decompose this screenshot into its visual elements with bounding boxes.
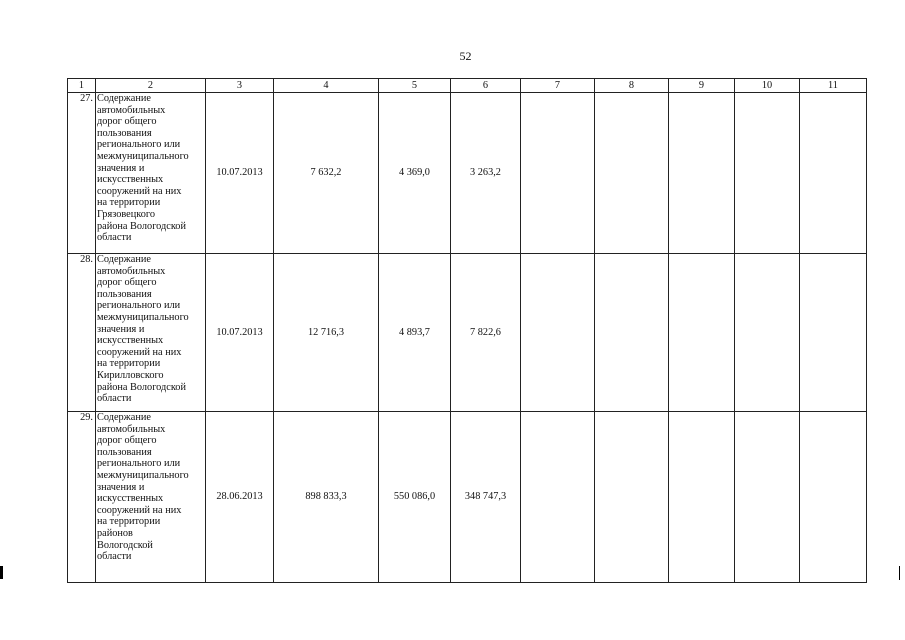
item-name-line: искусственных (97, 335, 164, 347)
column-header: 11 (800, 79, 867, 93)
item-name-line: Содержание (97, 412, 151, 423)
scan-edge-mark (0, 566, 3, 579)
item-name-line: дорог общего (97, 435, 157, 447)
item-name-line: Вологодской (97, 539, 153, 551)
amount-cell: 348 747,3 (451, 412, 521, 583)
date-cell: 10.07.2013 (206, 254, 274, 412)
item-name-line: автомобильных (97, 265, 166, 277)
item-name-line: регионального или (97, 458, 181, 470)
item-name-line: автомобильных (97, 104, 166, 116)
empty-cell (800, 93, 867, 254)
amount-cell: 550 086,0 (379, 412, 451, 583)
item-name-line: регионального или (97, 300, 181, 312)
item-name-line: значения и (97, 323, 145, 335)
amount-cell: 12 716,3 (274, 254, 379, 412)
item-name-line: автомобильных (97, 423, 166, 435)
column-header: 7 (521, 79, 595, 93)
empty-cell (735, 412, 800, 583)
amount-cell: 7 822,6 (451, 254, 521, 412)
item-name-line: области (97, 232, 132, 244)
column-header: 5 (379, 79, 451, 93)
column-header: 3 (206, 79, 274, 93)
table-row (68, 412, 867, 583)
item-name (96, 412, 206, 583)
column-header: 6 (451, 79, 521, 93)
item-name-line: значения и (97, 162, 145, 174)
amount-cell: 3 263,2 (451, 93, 521, 254)
empty-cell (521, 412, 595, 583)
amount-cell: 898 833,3 (274, 412, 379, 583)
table-row (68, 93, 867, 254)
item-name-line: межмуниципального (97, 150, 189, 162)
item-name-line: на территории (97, 197, 161, 209)
item-name-line: Содержание (97, 93, 151, 104)
amount-cell: 7 632,2 (274, 93, 379, 254)
row-number: 29. (68, 412, 96, 583)
item-name-line: межмуниципального (97, 469, 189, 481)
data-table (67, 78, 867, 583)
item-name-line: искусственных (97, 493, 164, 505)
item-name-line: сооружений на них (97, 346, 182, 358)
item-name-line: Грязовецкого (97, 208, 155, 220)
column-header: 10 (735, 79, 800, 93)
empty-cell (669, 254, 735, 412)
empty-cell (595, 412, 669, 583)
empty-cell (735, 93, 800, 254)
item-name-line: на территории (97, 516, 161, 528)
item-name-line: области (97, 393, 132, 405)
column-header: 9 (669, 79, 735, 93)
item-name (96, 254, 206, 412)
empty-cell (595, 93, 669, 254)
item-name-line: Кирилловского (97, 369, 164, 381)
amount-cell: 4 369,0 (379, 93, 451, 254)
item-name-line: сооружений на них (97, 504, 182, 516)
column-header: 1 (68, 79, 96, 93)
empty-cell (800, 254, 867, 412)
column-header: 4 (274, 79, 379, 93)
item-name-line: Содержание (97, 254, 151, 265)
item-name-line: района Вологодской (97, 220, 186, 232)
item-name (96, 93, 206, 254)
item-name-line: района Вологодской (97, 381, 186, 393)
empty-cell (521, 254, 595, 412)
date-cell: 28.06.2013 (206, 412, 274, 583)
item-name-line: области (97, 551, 132, 563)
empty-cell (800, 412, 867, 583)
empty-cell (669, 93, 735, 254)
empty-cell (735, 254, 800, 412)
item-name-line: регионального или (97, 139, 181, 151)
empty-cell (669, 412, 735, 583)
item-name-line: на территории (97, 358, 161, 370)
amount-cell: 4 893,7 (379, 254, 451, 412)
item-name-line: районов (97, 527, 133, 539)
page-number: 52 (459, 49, 472, 63)
item-name-line: искусственных (97, 174, 164, 186)
column-header: 2 (96, 79, 206, 93)
date-cell: 10.07.2013 (206, 93, 274, 254)
item-name-line: межмуниципального (97, 311, 189, 323)
row-number: 28. (68, 254, 96, 412)
item-name-line: пользования (97, 446, 152, 458)
item-name-line: дорог общего (97, 116, 157, 128)
item-name-line: дорог общего (97, 277, 157, 289)
item-name-line: сооружений на них (97, 185, 182, 197)
column-header-row (68, 79, 867, 93)
row-number: 27. (68, 93, 96, 254)
table-row (68, 254, 867, 412)
scan-edge-mark (899, 566, 900, 580)
item-name-line: пользования (97, 288, 152, 300)
empty-cell (521, 93, 595, 254)
item-name-line: пользования (97, 127, 152, 139)
item-name-line: значения и (97, 481, 145, 493)
empty-cell (595, 254, 669, 412)
column-header: 8 (595, 79, 669, 93)
